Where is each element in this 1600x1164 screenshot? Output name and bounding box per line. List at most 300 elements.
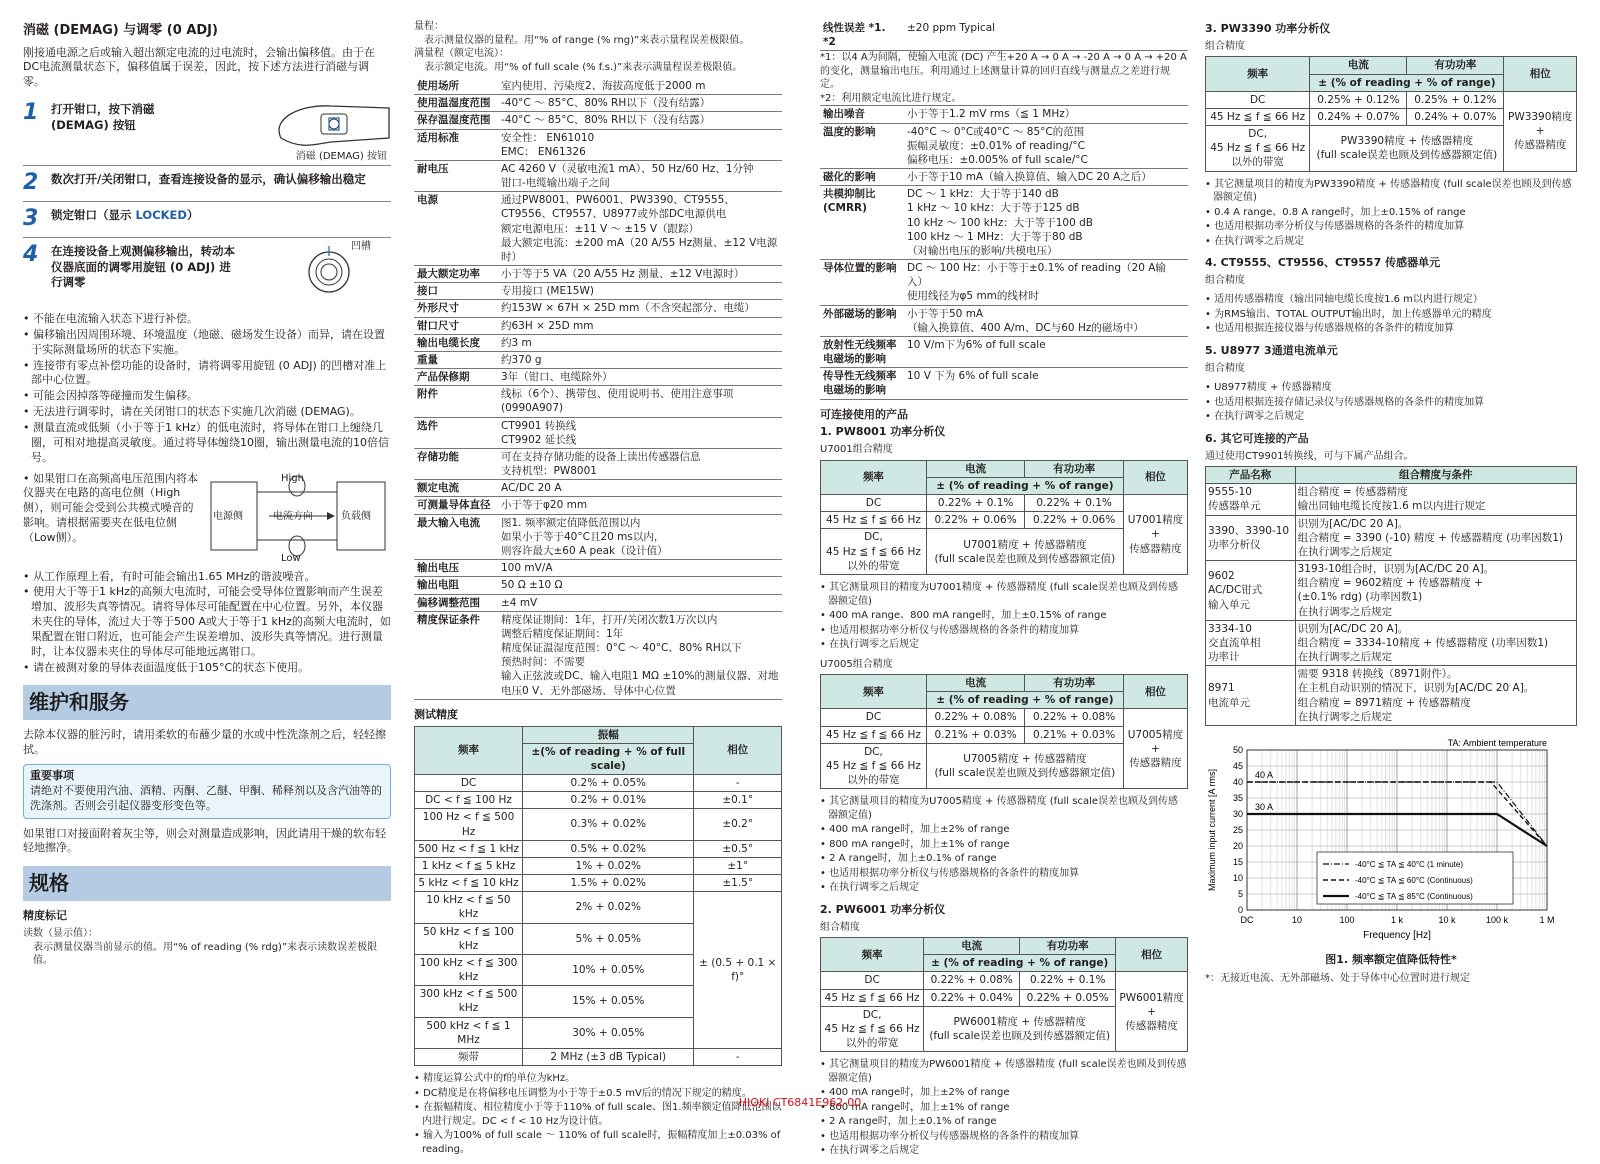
maintenance-text-2: 如果钳口对接面附着灰尘等，则会对测量造成影响，因此请用干燥的软布轻轻地擦净。 — [23, 826, 386, 855]
other-products-text: 通过使用CT9901转换线，可与下属产品组合。 — [1205, 450, 1414, 462]
combo-cell: 0.22% + 0.1% — [1025, 495, 1124, 512]
freq-cell: 频带 — [415, 1048, 523, 1065]
y-tick-label: 10 — [1232, 873, 1243, 883]
product-name-cell: 8971 电流单元 — [1206, 666, 1296, 726]
spec-value: -40°C ～ 85°C、80% RH以下（没有结露） — [498, 95, 782, 112]
spec-value: 小于等于5 VA（20 A/55 Hz 测量、±12 V电源时） — [498, 266, 782, 283]
spec-value: 小于等于10 mA（输入换算值、输入DC 20 A之后） — [904, 169, 1188, 186]
bullet-item: • 请在被测对象的导体表面温度低于105°C的状态下使用。 — [23, 661, 391, 676]
spec-row — [414, 417, 782, 448]
spec-value: 50 Ω ±10 Ω — [498, 577, 782, 594]
spec-key: 线性误差 *1. *2 — [820, 20, 904, 51]
bullet-item: • 为RMS输出、TOTAL OUTPUT输出时，加上传感器单元的精度 — [1205, 308, 1577, 322]
combo-cell: DC — [1206, 91, 1310, 108]
bullet-item: • 使用大于等于1 kHz的高频大电流时，可能会受导体位置影响而产生误差增加、波形失真等情况。请将导体尽可能配置在中心位置。另外，本仪器未夹住的导体，流过大于等于500 A或大于等于1 kHz的高频大电流时，如果配置在钳口附近，也可能会产生误差增加、波形失真等情况。进行测量时，让本仪器未夹住的导体尽可能地远离钳口。 — [23, 585, 391, 659]
spec-row — [414, 283, 782, 300]
freq-header: 频率 — [1206, 57, 1310, 91]
spec-row — [414, 611, 782, 699]
level-label-40a: 40 A — [1255, 770, 1274, 780]
bullet-item: • 适用传感器精度（输出同轴电缆长度按1.6 m以内进行规定） — [1205, 293, 1577, 307]
spec-value: -40°C ～ 0°C或40°C ～ 85°C的范围 振幅灵敏度：±0.01% of reading/°C 偏移电压：±0.005% of full scale/°C — [904, 123, 1188, 169]
freq-cell: 5 kHz < f ≦ 10 kHz — [415, 875, 523, 892]
bullet-item: • 400 mA range时，加上±2% of range — [820, 1086, 1188, 1100]
spec-row — [414, 112, 782, 129]
amp-cell: 30% + 0.05% — [523, 1017, 694, 1048]
power-header: 有功功率 — [1407, 57, 1504, 74]
spec-row — [820, 169, 1188, 186]
freq-cell: 500 Hz < f ≦ 1 kHz — [415, 840, 523, 857]
amp-cell: 1.5% + 0.02% — [523, 875, 694, 892]
bullet-item: • 也适用根据连接存储记录仪与传感器规格的各条件的精度加算 — [1205, 396, 1577, 410]
spec-row — [414, 160, 782, 191]
combo-cell: 0.22% + 0.08% — [1025, 709, 1124, 726]
spec-key: 输出电缆长度 — [414, 334, 498, 351]
pw6001-combo-table — [820, 937, 1188, 1052]
product-name-cell: 3334-10 交直流单相 功率计 — [1206, 620, 1296, 666]
bullet-item: • 2 A range时，加上±0.1% of range — [820, 1115, 1188, 1129]
spec-table-influence — [820, 106, 1188, 399]
spec-value: 约153W × 67H × 25D mm（不含突起部分、电缆） — [498, 300, 782, 317]
spec-value: 线标（6个）、携带包、使用说明书、使用注意事项 (0990A907) — [498, 386, 782, 417]
freq-cell: 500 kHz < f ≦ 1 MHz — [415, 1017, 523, 1048]
spec-key: 最大输入电流 — [414, 514, 498, 560]
current-header: 电流 — [926, 675, 1024, 692]
fullscale-text: 表示额定电流。用“% of full scale (% f.s.)”来表示满量程误差极限值。 — [424, 61, 743, 73]
other-row — [1206, 561, 1577, 621]
freq-cell: 100 kHz < f ≦ 300 kHz — [415, 954, 523, 985]
bullet-item: • 也适用根据功率分析仪与传感器规格的各条件的精度加算 — [820, 1130, 1188, 1144]
header-row — [821, 675, 1188, 692]
derating-chart-svg — [1205, 734, 1565, 944]
header-row — [1206, 57, 1577, 74]
combo-row — [821, 495, 1188, 512]
combo-cell: 0.22% + 0.08% — [924, 972, 1020, 989]
step-text: 在连接设备上观测偏移输出，转动本仪器底面的调零用旋钮 (0 ADJ) 进行调零 — [51, 244, 235, 290]
combo-cell: DC — [821, 495, 927, 512]
spec-key: 最大额定功率 — [414, 266, 498, 283]
u7005-notes — [820, 795, 1188, 895]
bullet-item: • 在执行调零之后规定 — [1205, 410, 1577, 424]
spec-row — [414, 300, 782, 317]
spec-value: CT9901 转换线 CT9902 延长线 — [498, 417, 782, 448]
spec-value: 专用接口 (ME15W) — [498, 283, 782, 300]
product-accuracy-cell: 3193-10组合时，识别为[AC/DC 20 A]。 组合精度 = 9602精度 + 传感器精度 + (±0.1% rdg) (功率因数1) 在执行调零之后规定 — [1295, 561, 1576, 621]
combo-cell: DC, 45 Hz ≦ f ≦ 66 Hz 以外的带宽 — [821, 529, 927, 575]
current-direction-label: 电流方向 — [273, 510, 313, 522]
combo-cell: 0.25% + 0.12% — [1407, 91, 1504, 108]
pw6001-title: 2. PW6001 功率分析仪 — [820, 902, 946, 916]
combo-cell: 0.22% + 0.06% — [1025, 512, 1124, 529]
step-4 — [23, 238, 391, 306]
combo-cell: 45 Hz ≦ f ≦ 66 Hz — [821, 726, 927, 743]
header-row — [1206, 467, 1577, 484]
pw8001-title: 1. PW8001 功率分析仪 — [820, 425, 946, 439]
accuracy-row — [415, 792, 782, 809]
spec-key: 偏移调整范围 — [414, 594, 498, 611]
spec-key: 输出电阻 — [414, 577, 498, 594]
spec-value: 室内使用、污染度2、海拔高度低于2000 m — [498, 78, 782, 95]
bullet-item: • 其它测量项目的精度为U7001精度 + 传感器精度 (full scale误差也顾及到传感器额定值) — [820, 581, 1188, 608]
phase-header: 相位 — [1504, 57, 1577, 91]
sub-header: ± (% of reading + % of range) — [926, 692, 1123, 709]
spec-value: AC 4260 V（灵敏电流1 mA）、50 Hz/60 Hz、1分钟 钳口-电缆输出端子之间 — [498, 160, 782, 191]
spec-key: 精度保证条件 — [414, 611, 498, 699]
spec-key: 耐电压 — [414, 160, 498, 191]
spec-row — [414, 594, 782, 611]
source-side-label: 电源侧 — [213, 510, 243, 522]
amp-cell: 10% + 0.05% — [523, 954, 694, 985]
bullet-item: • 测量直流或低频（小于等于1 kHz）的低电流时，将导体在钳口上缠绕几圈，可相对地提高灵敏度。通过将导体缠绕10圈，输出测量电流的10倍信号。 — [23, 421, 391, 466]
bullet-item: • 精度运算公式中的f的单位为kHz。 — [414, 1072, 782, 1086]
spec-value: DC ～ 100 Hz：小于等于±0.1% of reading（20 A输入） 使用线径为φ5 mm的线材时 — [904, 260, 1188, 306]
amp-cell: 1% + 0.02% — [523, 857, 694, 874]
spec-heading: 规格 — [23, 866, 391, 901]
y-tick-label: 25 — [1232, 825, 1243, 835]
phase-header: 相位 — [1123, 460, 1187, 494]
maintenance-text: 去除本仪器的脏污时，请用柔软的布蘸少量的水或中性洗涤剂之后，轻轻擦拭。 — [23, 728, 386, 757]
accuracy-row — [415, 875, 782, 892]
y-tick-label: 45 — [1232, 761, 1243, 771]
spec-value: AC/DC 20 A — [498, 480, 782, 497]
combo-cell: PW3390精度 + 传感器精度 (full scale误差也顾及到传感器额定值) — [1310, 126, 1504, 172]
accuracy-row — [415, 857, 782, 874]
spec-key: 重量 — [414, 351, 498, 368]
spec-value: 10 V 下为 6% of full scale — [904, 368, 1188, 399]
amp-cell: 2 MHz (±3 dB Typical) — [523, 1048, 694, 1065]
phase-cell: PW6001精度 + 传感器精度 — [1116, 972, 1188, 1052]
combo-cell: U7005精度 + 传感器精度 (full scale误差也顾及到传感器额定值) — [926, 743, 1123, 789]
column-3 — [820, 20, 1188, 1164]
pw3390-combo-label: 组合精度 — [1205, 40, 1245, 52]
spec-row — [820, 305, 1188, 336]
spec-key: 存储功能 — [414, 448, 498, 479]
freq-header: 频率 — [821, 938, 924, 972]
connectable-products-title: 可连接使用的产品 — [820, 407, 908, 421]
x-axis-label: Frequency [Hz] — [1363, 930, 1431, 941]
spec-key: 适用标准 — [414, 129, 498, 160]
step-number: 4 — [23, 242, 39, 268]
product-name-cell: 3390、3390-10 功率分析仪 — [1206, 515, 1296, 561]
spec-key: 电源 — [414, 192, 498, 266]
x-tick-label: 100 — [1339, 915, 1355, 925]
accuracy-row — [415, 840, 782, 857]
column-2 — [414, 20, 782, 1162]
demag-button-caption: 消磁 (DEMAG) 按钮 — [295, 150, 387, 162]
power-header: 有功功率 — [1025, 675, 1124, 692]
combo-cell: 0.22% + 0.06% — [926, 512, 1024, 529]
combo-cell: 0.21% + 0.03% — [1025, 726, 1124, 743]
product-accuracy-cell: 识别为[AC/DC 20 A]。 组合精度 = 3334-10精度 + 传感器精度 (功率因数1) 在执行调零之后规定 — [1295, 620, 1576, 666]
spec-value: 精度保证期间：1年，打开/关闭次数1万次以内 调整后精度保证期间：1年 精度保证温湿度范围：0°C ～ 40°C、80% RH以下 预热时间：不需要 输入正弦波或DC、输入电阻1 MΩ ±10%的测量仪器、对地电压0 V、无外部磁场、导体中心位置 — [498, 611, 782, 699]
phase-cell: ±0.2° — [694, 809, 782, 840]
phase-cell: ±1° — [694, 857, 782, 874]
step-1 — [23, 96, 391, 166]
bullet-item: • 连接带有零点补偿功能的设备时，请将调零用旋钮 (0 ADJ) 的凹槽对准上部中心位置。 — [23, 359, 391, 389]
x-tick-label: 1 M — [1539, 915, 1555, 925]
amp-cell: 0.2% + 0.01% — [523, 792, 694, 809]
spec-value: 100 mV/A — [498, 560, 782, 577]
figure-note: *：无接近电流、无外部磁场、处于导体中心位置时进行规定 — [1205, 972, 1470, 984]
bullet-item: • 在执行调零之后规定 — [820, 881, 1188, 895]
bullet-item: • 800 mA range时，加上±1% of range — [820, 838, 1188, 852]
other-row — [1206, 666, 1577, 726]
ct95-title: 4. CT9555、CT9556、CT9557 传感器单元 — [1205, 256, 1441, 270]
spec-row — [414, 560, 782, 577]
legend-entry: -40°C ≦ TA ≦ 40°C (1 minute) — [1355, 860, 1463, 869]
amp-cell: 0.3% + 0.02% — [523, 809, 694, 840]
bullet-item: • 无法进行调零时，请在关闭钳口的状态下实施几次消磁 (DEMAG)。 — [23, 405, 391, 420]
annotation-ta: TA: Ambient temperature — [1447, 738, 1547, 748]
spec-key: 共模抑制比 (CMRR) — [820, 186, 904, 260]
bullet-item: • 其它测量项目的精度为PW3390精度 + 传感器精度 (full scale误差也顾及到传感器额定值) — [1205, 178, 1577, 205]
amp-cell: 5% + 0.05% — [523, 923, 694, 954]
pw3390-title: 3. PW3390 功率分析仪 — [1205, 22, 1331, 35]
spec-key: 使用温湿度范围 — [414, 95, 498, 112]
bullet-item: • 输入为100% of full scale ～ 110% of full scale时，振幅精度加上±0.03% of reading。 — [414, 1129, 782, 1156]
spec-row — [414, 266, 782, 283]
spec-value: 小于等于50 mA （输入换算值、400 A/m、DC与60 Hz的磁场中） — [904, 305, 1188, 336]
product-accuracy-cell: 组合精度 = 传感器精度 输出同轴电缆长度按1.6 m以内进行规定 — [1295, 484, 1576, 515]
bullet-item: • 也适用根据功率分析仪与传感器规格的各条件的精度加算 — [820, 624, 1188, 638]
bullet-item: • DC精度是在将偏移电压调整为小于等于±0.5 mV后的情况下规定的精度。 — [414, 1087, 782, 1101]
high-label: High — [281, 472, 304, 484]
combo-cell: DC — [821, 972, 924, 989]
other-row — [1206, 484, 1577, 515]
sub-header: ± (% of reading + % of range) — [926, 477, 1123, 494]
other-row — [1206, 620, 1577, 666]
spec-key: 接口 — [414, 283, 498, 300]
power-header: 有功功率 — [1020, 938, 1116, 955]
combo-cell: 45 Hz ≦ f ≦ 66 Hz — [821, 512, 927, 529]
spec-key: 产品保修期 — [414, 369, 498, 386]
spec-value: 小于等于1.2 mV rms（≦ 1 MHz） — [904, 106, 1188, 123]
amp-cell: 0.2% + 0.05% — [523, 775, 694, 792]
step-number: 1 — [23, 100, 39, 126]
spec-value: 10 V/m下为6% of full scale — [904, 336, 1188, 367]
u8977-combo-label: 组合精度 — [1205, 362, 1245, 374]
low-label: Low — [281, 552, 301, 564]
bullet-item: • 从工作原理上看，有时可能会输出1.65 MHz的谐波噪音。 — [23, 570, 391, 585]
spec-row — [414, 95, 782, 112]
header-row — [821, 938, 1188, 955]
spec-row — [414, 129, 782, 160]
y-tick-label: 35 — [1232, 793, 1243, 803]
legend-entry: -40°C ≦ TA ≦ 85°C (Continuous) — [1355, 892, 1473, 901]
spec-value: 约63H × 25D mm — [498, 317, 782, 334]
step-number: 3 — [23, 206, 39, 232]
amp-header: 振幅 — [523, 726, 694, 743]
other-header: 产品名称 — [1206, 467, 1296, 484]
spec-row — [414, 497, 782, 514]
combo-row — [1206, 91, 1577, 108]
bullet-item: • 也适用根据连接仪器与传感器规格的各条件的精度加算 — [1205, 322, 1577, 336]
spec-row — [820, 123, 1188, 169]
accuracy-notation-title: 精度标记 — [23, 909, 67, 923]
u7005-label: U7005组合精度 — [820, 658, 893, 670]
y-tick-label: 15 — [1232, 857, 1243, 867]
combo-cell: DC, 45 Hz ≦ f ≦ 66 Hz 以外的带宽 — [821, 1006, 924, 1052]
spec-key: 磁化的影响 — [820, 169, 904, 186]
step-number: 2 — [23, 170, 39, 196]
freq-cell: 300 kHz < f ≦ 500 kHz — [415, 986, 523, 1017]
step-text: 锁定钳口（显示 — [51, 208, 136, 223]
spec-row — [414, 317, 782, 334]
accuracy-row — [415, 892, 782, 923]
notes-list-2 — [23, 570, 391, 676]
u7005-combo-table — [820, 674, 1188, 789]
spec-row — [414, 480, 782, 497]
current-header: 电流 — [924, 938, 1020, 955]
phase-header: 相位 — [1116, 938, 1188, 972]
maintenance-heading: 维护和服务 — [23, 685, 391, 720]
freq-cell: DC < f ≦ 100 Hz — [415, 792, 523, 809]
x-tick-label: 100 k — [1485, 915, 1509, 925]
phase-header: 相位 — [694, 726, 782, 775]
u7001-notes — [820, 581, 1188, 652]
demag-title: 消磁 (DEMAG) 与调零 (0 ADJ) — [23, 23, 218, 38]
spec-key: 放射性无线频率电磁场的影响 — [820, 336, 904, 367]
amp-cell: 15% + 0.05% — [523, 986, 694, 1017]
ct95-notes — [1205, 293, 1577, 336]
freq-header: 频率 — [821, 460, 927, 494]
spec-key: 保存温湿度范围 — [414, 112, 498, 129]
accuracy-notes — [414, 1072, 782, 1156]
amp-subheader: ±(% of reading + % of full scale) — [523, 743, 694, 774]
x-tick-label: DC — [1240, 915, 1254, 925]
spec-value: 小于等于φ20 mm — [498, 497, 782, 514]
amp-cell: 0.5% + 0.02% — [523, 840, 694, 857]
bullet-item: • 其它测量项目的精度为U7005精度 + 传感器精度 (full scale误差也顾及到传感器额定值) — [820, 795, 1188, 822]
amp-cell: 2% + 0.02% — [523, 892, 694, 923]
spec-table — [414, 78, 782, 700]
y-tick-label: 0 — [1237, 905, 1243, 915]
combo-cell: PW6001精度 + 传感器精度 (full scale误差也顾及到传感器额定值) — [924, 1006, 1116, 1052]
phase-cell: ±0.1° — [694, 792, 782, 809]
combo-cell: DC, 45 Hz ≦ f ≦ 66 Hz 以外的带宽 — [821, 743, 927, 789]
bullet-item: • 800 mA range时，加上±1% of range — [820, 1101, 1188, 1115]
spec-key: 温度的影响 — [820, 123, 904, 169]
bullet-item: • 在执行调零之后规定 — [820, 638, 1188, 652]
spec-value: 安全性： EN61010 EMC： EN61326 — [498, 129, 782, 160]
phase-cell: U7001精度 + 传感器精度 — [1123, 495, 1187, 575]
spec-key: 钳口尺寸 — [414, 317, 498, 334]
spec-value: 通过PW8001、PW6001、PW3390、CT9555、CT9556、CT9557、U8977或外部DC电源供电 额定电源电压：±11 V ～ ±15 V（跟踪） 最大额定电流：±200 mA（20 A/55 Hz测量、±12 V电源时） — [498, 192, 782, 266]
combo-cell: 0.22% + 0.05% — [1020, 989, 1116, 1006]
combo-cell: DC — [821, 709, 927, 726]
bullet-item: • 在执行调零之后规定 — [1205, 235, 1577, 249]
x-tick-label: 10 k — [1438, 915, 1456, 925]
product-name-cell: 9602 AC/DC钳式 输入单元 — [1206, 561, 1296, 621]
combo-row — [821, 709, 1188, 726]
column-4 — [1205, 20, 1577, 985]
bullet-item: • 在振幅精度、相位精度小于等于110% of full scale、图1.频率额定值降低范围以内进行规定。DC < f < 10 Hz为设计值。 — [414, 1101, 782, 1128]
sub-header: ± (% of reading + % of range) — [924, 955, 1116, 972]
locked-label: LOCKED — [135, 208, 187, 223]
bullet-item: • 可能会因掉落等碰撞而发生偏移。 — [23, 389, 391, 404]
product-name-cell: 9555-10 传感器单元 — [1206, 484, 1296, 515]
combo-cell: 0.24% + 0.07% — [1310, 108, 1407, 125]
spec-key: 可测量导体直径 — [414, 497, 498, 514]
bullet-item: • 0.4 A range、0.8 A range时，加上±0.15% of range — [1205, 206, 1577, 220]
ct95-combo-label: 组合精度 — [1205, 274, 1245, 286]
power-header: 有功功率 — [1025, 460, 1124, 477]
current-header: 电流 — [926, 460, 1024, 477]
spec-row — [820, 260, 1188, 306]
pw3390-notes — [1205, 178, 1577, 249]
u7001-combo-table — [820, 460, 1188, 575]
spec-key: 附件 — [414, 386, 498, 417]
reading-text: 表示测量仪器当前显示的值。用“% of reading (% rdg)”来表示读数误差极限值。 — [33, 941, 378, 967]
level-label-30a: 30 A — [1255, 802, 1274, 812]
current-header: 电流 — [1310, 57, 1407, 74]
spec-value: ±4 mV — [498, 594, 782, 611]
phase-header: 相位 — [1123, 675, 1187, 709]
sub-header: ± (% of reading + % of range) — [1310, 74, 1504, 91]
spec-value: 可在支持存储功能的设备上读出传感器信息 支持机型：PW8001 — [498, 448, 782, 479]
combo-cell: DC, 45 Hz ≦ f ≦ 66 Hz 以外的带宽 — [1206, 126, 1310, 172]
derating-chart — [1205, 734, 1577, 949]
y-tick-label: 5 — [1237, 889, 1243, 899]
spec-value: 图1. 频率额定值降低范围以内 如果小于等于40°C且20 ms以内， 则容许最大±60 A peak（设计值） — [498, 514, 782, 560]
clamp-illustration — [261, 98, 391, 156]
phase-cell: - — [694, 775, 782, 792]
step-text: 打开钳口，按下消磁 (DEMAG) 按钮 — [51, 102, 155, 132]
combo-cell: 0.22% + 0.1% — [926, 495, 1024, 512]
footnote-1: *1：以4 A为间隔，使输入电流 (DC) 产生+20 A → 0 A → -20 A → 0 A → +20 A的变化，测量输出电压。利用通过上述测量计算的回归直线与测量点之差进行规定。 — [820, 52, 1187, 91]
bullet-item: • 也适用根据功率分析仪与传感器规格的各条件的精度加算 — [1205, 220, 1577, 234]
hf-note: 如果钳口在高频高电压范围内将本仪器夹在电路的高电位侧（High侧），则可能会受到公共模式噪音的影响。请根据需要夹在低电位侧（Low侧）。 — [23, 471, 198, 544]
bullet-item: • 也适用根据功率分析仪与传感器规格的各条件的精度加算 — [820, 867, 1188, 881]
hf-section: • 如果钳口在高频高电压范围内将本仪器夹在电路的高电位侧（High侧），则可能会受到公共模式噪音的影响。请根据需要夹在低电位侧（Low侧）。 High Low 电源侧 电流方向 负载侧 — [23, 472, 391, 564]
phase-cell: ±1.5° — [694, 875, 782, 892]
notes-list-1 — [23, 312, 391, 465]
spec-key: 额定电流 — [414, 480, 498, 497]
spec-row — [414, 78, 782, 95]
u8977-notes — [1205, 381, 1577, 424]
freq-cell: 50 kHz < f ≦ 100 kHz — [415, 923, 523, 954]
phase-cell: ±0.5° — [694, 840, 782, 857]
page-footer: HIOKI CT6841E962-00 — [738, 1096, 862, 1109]
product-accuracy-cell: 需要 9318 转换线（8971附件）。 在主机自动识别的情况下，识别为[AC/DC 20 A]。 组合精度 = 8971精度 + 传感器精度 在执行调零之后规定 — [1295, 666, 1576, 726]
pw3390-combo-table — [1205, 56, 1577, 171]
pw6001-combo-label: 组合精度 — [820, 921, 860, 933]
spec-value: DC ～ 1 kHz：大于等于140 dB 1 kHz ～ 10 kHz：大于等于125 dB 10 kHz ～ 100 kHz：大于等于100 dB 100 kHz ～ 1 MHz：大于等于80 dB （对输出电压的影响/共模电压） — [904, 186, 1188, 260]
bullet-item: • 偏移输出因周围环境、环境温度（地磁、磁场发生设备）而异，请在设置于实际测量场所的状态下实施。 — [23, 328, 391, 358]
spec-row — [414, 351, 782, 368]
spec-row — [820, 106, 1188, 123]
y-tick-label: 20 — [1232, 841, 1243, 851]
range-label: 量程： — [414, 21, 444, 32]
other-products-title: 6. 其它可连接的产品 — [1205, 431, 1309, 445]
other-header: 组合精度与条件 — [1295, 467, 1576, 484]
bullet-item: • 400 mA range、800 mA range时，加上±0.15% of range — [820, 609, 1188, 623]
spec-row — [414, 334, 782, 351]
step-3: 3 锁定钳口（显示 LOCKED） — [23, 202, 391, 238]
column-1 — [23, 20, 391, 968]
bullet-item: • 不能在电流输入状态下进行补偿。 — [23, 312, 391, 327]
spec-row — [820, 186, 1188, 260]
range-text: 表示测量仪器的量程。用“% of range (% rng)”来表示量程误差极限值。 — [424, 34, 750, 46]
u7001-label: U7001组合精度 — [820, 444, 893, 456]
spec-value: 约370 g — [498, 351, 782, 368]
freq-cell: 1 kHz < f ≦ 5 kHz — [415, 857, 523, 874]
accuracy-row — [415, 775, 782, 792]
bullet-item: • 400 mA range时，加上±2% of range — [820, 823, 1188, 837]
step-2 — [23, 166, 391, 202]
spec-row — [414, 448, 782, 479]
combo-cell: 45 Hz ≦ f ≦ 66 Hz — [821, 989, 924, 1006]
freq-header: 频率 — [415, 726, 523, 775]
